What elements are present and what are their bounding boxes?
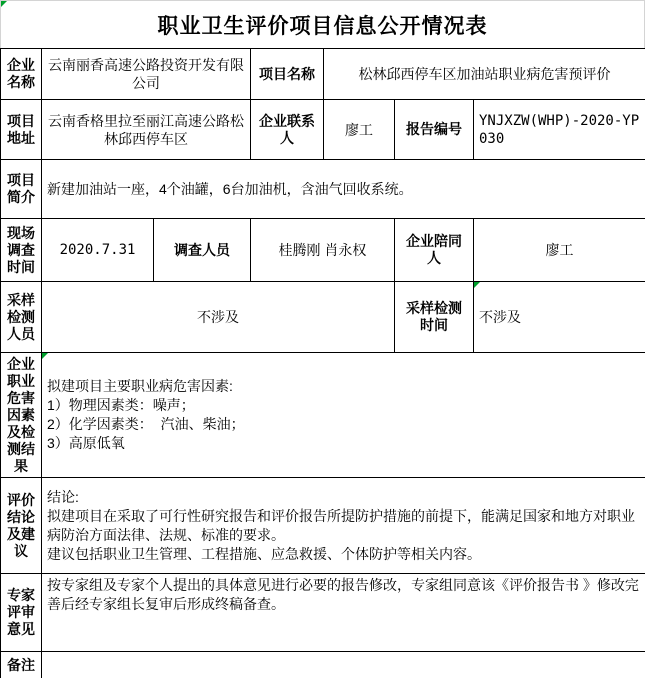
project-name-value: 松林邱西停车区加油站职业病危害预评价 [324,49,645,100]
remarks-label: 备注 [1,652,42,678]
company-name-label: 企业名称 [1,49,42,100]
sampling-time-value: 不涉及 [474,282,645,353]
escort-label: 企业陪同人 [395,219,474,282]
expert-review-text: 按专家组及专家个人提出的具体意见进行必要的报告修改，专家组同意该《评价报告书 》修改完善后经专家组长复审后形成终稿备查。 [47,577,639,612]
project-brief-label: 项目简介 [1,160,42,219]
conclusion-value [42,478,645,574]
row-company [1,49,645,100]
conclusion-line: 建议包括职业卫生管理、工程措施、应急救援、个体防护等相关内容。 [47,545,481,562]
project-name-label: 项目名称 [251,49,324,100]
project-address-value: 云南香格里拉至丽江高速公路松林邱西停车区 [42,100,251,160]
company-contact-value: 廖工 [324,100,395,160]
row-project-brief [1,160,645,219]
company-contact-label: 企业联系人 [251,100,324,160]
hazard-factors-value [42,353,645,478]
row-sampling [1,282,645,353]
escort-value: 廖工 [474,219,645,282]
row-hazard-factors [1,353,645,478]
row-site-survey [1,219,645,282]
investigators-value: 桂腾刚 肖永权 [251,219,395,282]
page-title: 职业卫生评价项目信息公开情况表 [157,14,488,38]
conclusion-label: 评价结论及建议 [1,478,42,574]
row-conclusion [1,478,645,574]
sampling-staff-label: 采样检测人员 [1,282,42,353]
report-number-label: 报告编号 [395,100,474,160]
expert-review-value [42,574,645,652]
conclusion-line: 结论: [47,488,79,505]
survey-time-label: 现场调查时间 [1,219,42,282]
sampling-staff-value: 不涉及 [42,282,395,353]
survey-date-value: 2020.7.31 [42,219,154,282]
hazard-line: 2）化学因素类： 汽油、柴油； [47,416,245,432]
cell-flag-icon [474,282,480,288]
row-remarks [1,652,645,678]
conclusion-line: 拟建项目在采取了可行性研究报告和评价报告所提防护措施的前提下，能满足国家和地方对职业病防治方面法律、法规、标准的要求。 [47,507,635,543]
project-brief-value: 新建加油站一座，4个油罐，6台加油机，含油气回收系统。 [42,160,645,219]
cell-flag-icon [1,1,7,7]
report-number-value: YNJXZW(WHP)-2020-YP030 [474,100,645,160]
row-expert-review [1,574,645,652]
hazard-line: 1）物理因素类：噪声； [47,397,195,413]
row-address [1,100,645,160]
remarks-value [42,652,645,678]
info-table [0,48,645,678]
hazard-factors-label: 企业职业危害因素及检测结果 [1,353,42,478]
hazard-line: 拟建项目主要职业病危害因素: [47,378,233,394]
hazard-line: 3）高原低氧 [47,435,125,451]
project-address-label: 项目地址 [1,100,42,160]
cell-flag-icon [42,353,48,359]
sampling-time-label: 采样检测时间 [395,282,474,353]
company-name-value: 云南丽香高速公路投资开发有限公司 [42,49,251,100]
investigators-label: 调查人员 [154,219,251,282]
form-title-row [0,0,645,48]
expert-review-label: 专家评审意见 [1,574,42,652]
